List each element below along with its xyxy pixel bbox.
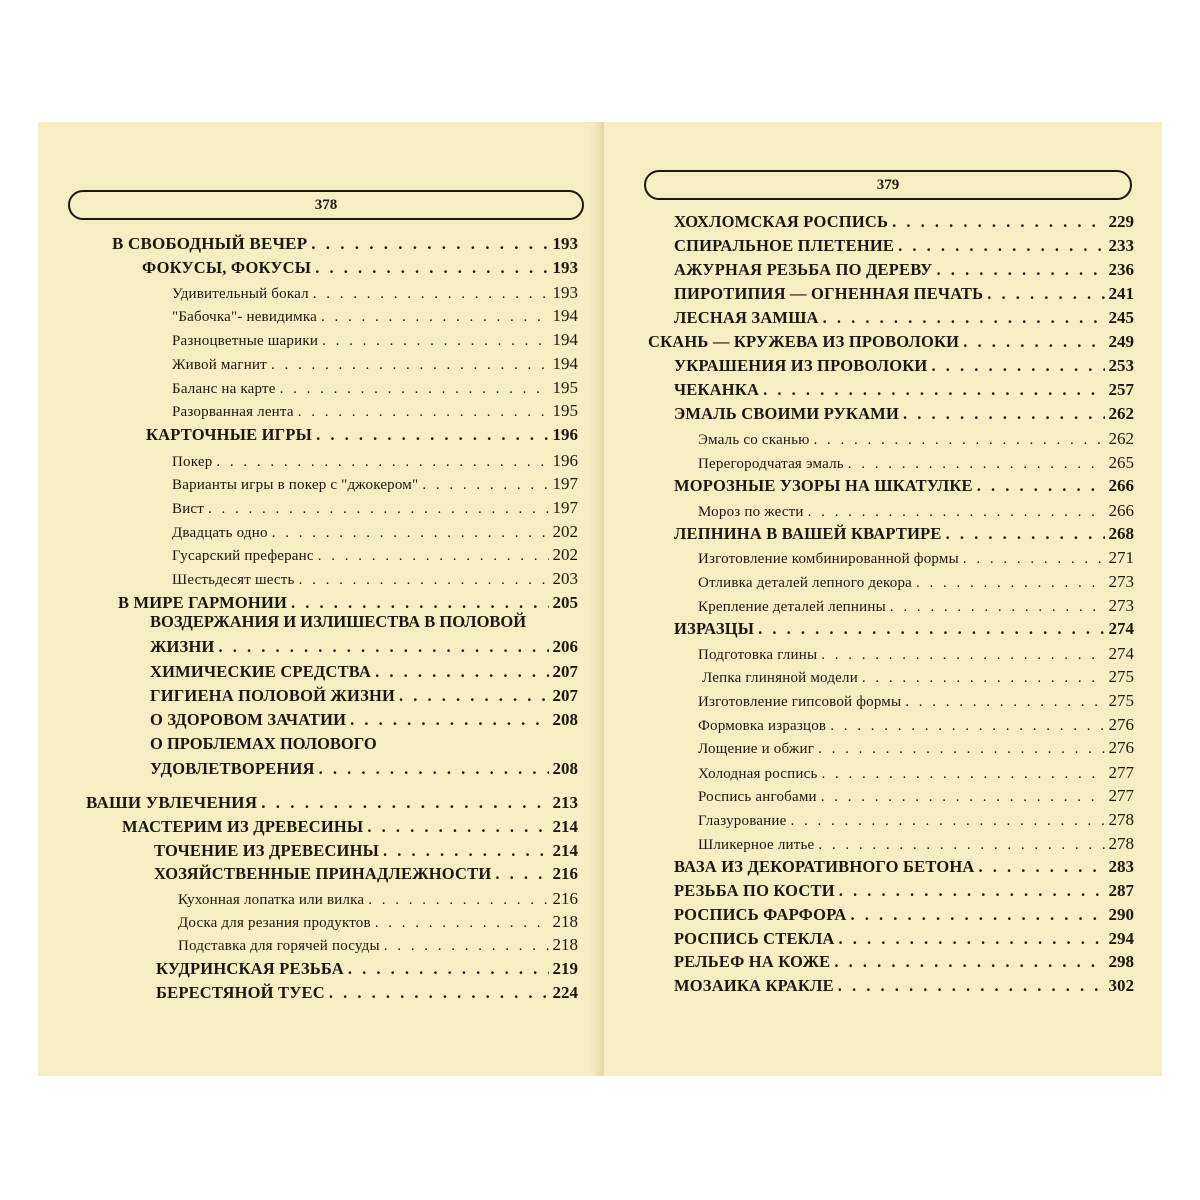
toc-entry: Эмаль со сканью . . . 262 bbox=[698, 429, 1134, 449]
toc-entry: Живой магнит . . . 194 bbox=[172, 354, 578, 374]
toc-entry: ЛЕСНАЯ ЗАМША . . . 245 bbox=[674, 308, 1134, 328]
toc-entry: РОСПИСЬ ФАРФОРА . . . 290 bbox=[674, 905, 1134, 925]
toc-entry: Удивительный бокал . . . 193 bbox=[172, 283, 578, 303]
toc-entry: Холодная роспись . . . 277 bbox=[698, 763, 1134, 783]
right-page bbox=[604, 122, 1162, 1076]
toc-entry: Крепление деталей лепнины . . . 273 bbox=[698, 596, 1134, 616]
toc-entry: ХОЗЯЙСТВЕННЫЕ ПРИНАДЛЕЖНОСТИ . . . 216 bbox=[154, 864, 578, 884]
toc-entry: ИЗРАЗЦЫ . . . 274 bbox=[674, 619, 1134, 639]
page-number-header: 378 bbox=[68, 190, 584, 220]
toc-entry: АЖУРНАЯ РЕЗЬБА ПО ДЕРЕВУ . . . 236 bbox=[674, 260, 1134, 280]
toc-entry: ХИМИЧЕСКИЕ СРЕДСТВА . . . 207 bbox=[150, 662, 578, 682]
toc-entry: Шликерное литье . . . 278 bbox=[698, 834, 1134, 854]
toc-entry: ЖИЗНИ . . . 206 bbox=[150, 637, 578, 657]
toc-entry-line1: О ПРОБЛЕМАХ ПОЛОВОГО bbox=[150, 734, 377, 753]
toc-entry: МАСТЕРИМ ИЗ ДРЕВЕСИНЫ . . . 214 bbox=[122, 817, 578, 837]
toc-entry: Мороз по жести . . . 266 bbox=[698, 501, 1134, 521]
toc-entry: ВАЗА ИЗ ДЕКОРАТИВНОГО БЕТОНА . . . 283 bbox=[674, 857, 1134, 877]
page-number-header: 379 bbox=[644, 170, 1132, 200]
toc-entry: БЕРЕСТЯНОЙ ТУЕС . . . 224 bbox=[156, 983, 578, 1003]
toc-entry: Шестьдесят шесть . . . 203 bbox=[172, 569, 578, 589]
toc-entry: "Бабочка"- невидимка . . . 194 bbox=[172, 306, 578, 326]
toc-entry: Разноцветные шарики . . . 194 bbox=[172, 330, 578, 350]
toc-entry: Лепка глиняной модели . . . 275 bbox=[702, 667, 1134, 687]
toc-entry: Покер . . . 196 bbox=[172, 451, 578, 471]
toc-entry: СПИРАЛЬНОЕ ПЛЕТЕНИЕ . . . 233 bbox=[674, 236, 1134, 256]
toc-entry: ХОХЛОМСКАЯ РОСПИСЬ . . . 229 bbox=[674, 212, 1134, 232]
book-spread bbox=[38, 122, 1162, 1076]
toc-entry: ВАШИ УВЛЕЧЕНИЯ . . . 213 bbox=[86, 793, 578, 813]
toc-entry: Роспись ангобами . . . 277 bbox=[698, 786, 1134, 806]
toc-entry: О ЗДОРОВОМ ЗАЧАТИИ . . . 208 bbox=[150, 710, 578, 730]
toc-entry: ЛЕПНИНА В ВАШЕЙ КВАРТИРЕ . . . 268 bbox=[674, 524, 1134, 544]
toc-entry: ФОКУСЫ, ФОКУСЫ . . . 193 bbox=[142, 258, 578, 278]
toc-entry: Глазурование . . . 278 bbox=[698, 810, 1134, 830]
toc-entry: УКРАШЕНИЯ ИЗ ПРОВОЛОКИ . . . 253 bbox=[674, 356, 1134, 376]
toc-entry: ЭМАЛЬ СВОИМИ РУКАМИ . . . 262 bbox=[674, 404, 1134, 424]
toc-entry: Изготовление гипсовой формы . . . 275 bbox=[698, 691, 1134, 711]
toc-entry: Варианты игры в покер с "джокером" . . . 197 bbox=[172, 474, 578, 494]
toc-entry: Подставка для горячей посуды . . . 218 bbox=[178, 935, 578, 955]
toc-entry: МОЗАИКА КРАКЛЕ . . . 302 bbox=[674, 976, 1134, 996]
toc-entry: Подготовка глины . . . 274 bbox=[698, 644, 1134, 664]
toc-entry: УДОВЛЕТВОРЕНИЯ . . . 208 bbox=[150, 759, 578, 779]
toc-entry: В СВОБОДНЫЙ ВЕЧЕР . . . 193 bbox=[112, 234, 578, 254]
toc-entry: ПИРОТИПИЯ — ОГНЕННАЯ ПЕЧАТЬ . . . 241 bbox=[674, 284, 1134, 304]
toc-entry: Кухонная лопатка или вилка . . . 216 bbox=[178, 889, 578, 909]
toc-entry: КУДРИНСКАЯ РЕЗЬБА . . . 219 bbox=[156, 959, 578, 979]
toc-entry: Баланс на карте . . . 195 bbox=[172, 378, 578, 398]
toc-entry: Вист . . . 197 bbox=[172, 498, 578, 518]
toc-entry: КАРТОЧНЫЕ ИГРЫ . . . 196 bbox=[146, 425, 578, 445]
toc-entry: ТОЧЕНИЕ ИЗ ДРЕВЕСИНЫ . . . 214 bbox=[154, 841, 578, 861]
toc-entry: В МИРЕ ГАРМОНИИ . . . 205 bbox=[118, 593, 578, 613]
toc-entry: Перегородчатая эмаль . . . 265 bbox=[698, 453, 1134, 473]
toc-entry: Двадцать одно . . . 202 bbox=[172, 522, 578, 542]
toc-entry: РОСПИСЬ СТЕКЛА . . . 294 bbox=[674, 929, 1134, 949]
toc-entry: РЕЛЬЕФ НА КОЖЕ . . . 298 bbox=[674, 952, 1134, 972]
toc-entry: МОРОЗНЫЕ УЗОРЫ НА ШКАТУЛКЕ . . . 266 bbox=[674, 476, 1134, 496]
toc-entry: СКАНЬ — КРУЖЕВА ИЗ ПРОВОЛОКИ . . . 249 bbox=[648, 332, 1134, 352]
toc-entry: Гусарский преферанс . . . 202 bbox=[172, 545, 578, 565]
toc-entry: Формовка изразцов . . . 276 bbox=[698, 715, 1134, 735]
toc-entry: Разорванная лента . . . 195 bbox=[172, 401, 578, 421]
toc-entry: ГИГИЕНА ПОЛОВОЙ ЖИЗНИ . . . 207 bbox=[150, 686, 578, 706]
toc-entry: Отливка деталей лепного декора . . . 273 bbox=[698, 572, 1134, 592]
toc-entry: РЕЗЬБА ПО КОСТИ . . . 287 bbox=[674, 881, 1134, 901]
toc-entry: Лощение и обжиг . . . 276 bbox=[698, 738, 1134, 758]
left-page bbox=[38, 122, 598, 1076]
toc-entry-line1: ВОЗДЕРЖАНИЯ И ИЗЛИШЕСТВА В ПОЛОВОЙ bbox=[150, 612, 527, 631]
toc-entry: ЧЕКАНКА . . . 257 bbox=[674, 380, 1134, 400]
toc-entry: Изготовление комбинированной формы . . . 271 bbox=[698, 548, 1134, 568]
toc-entry: Доска для резания продуктов . . . 218 bbox=[178, 912, 578, 932]
